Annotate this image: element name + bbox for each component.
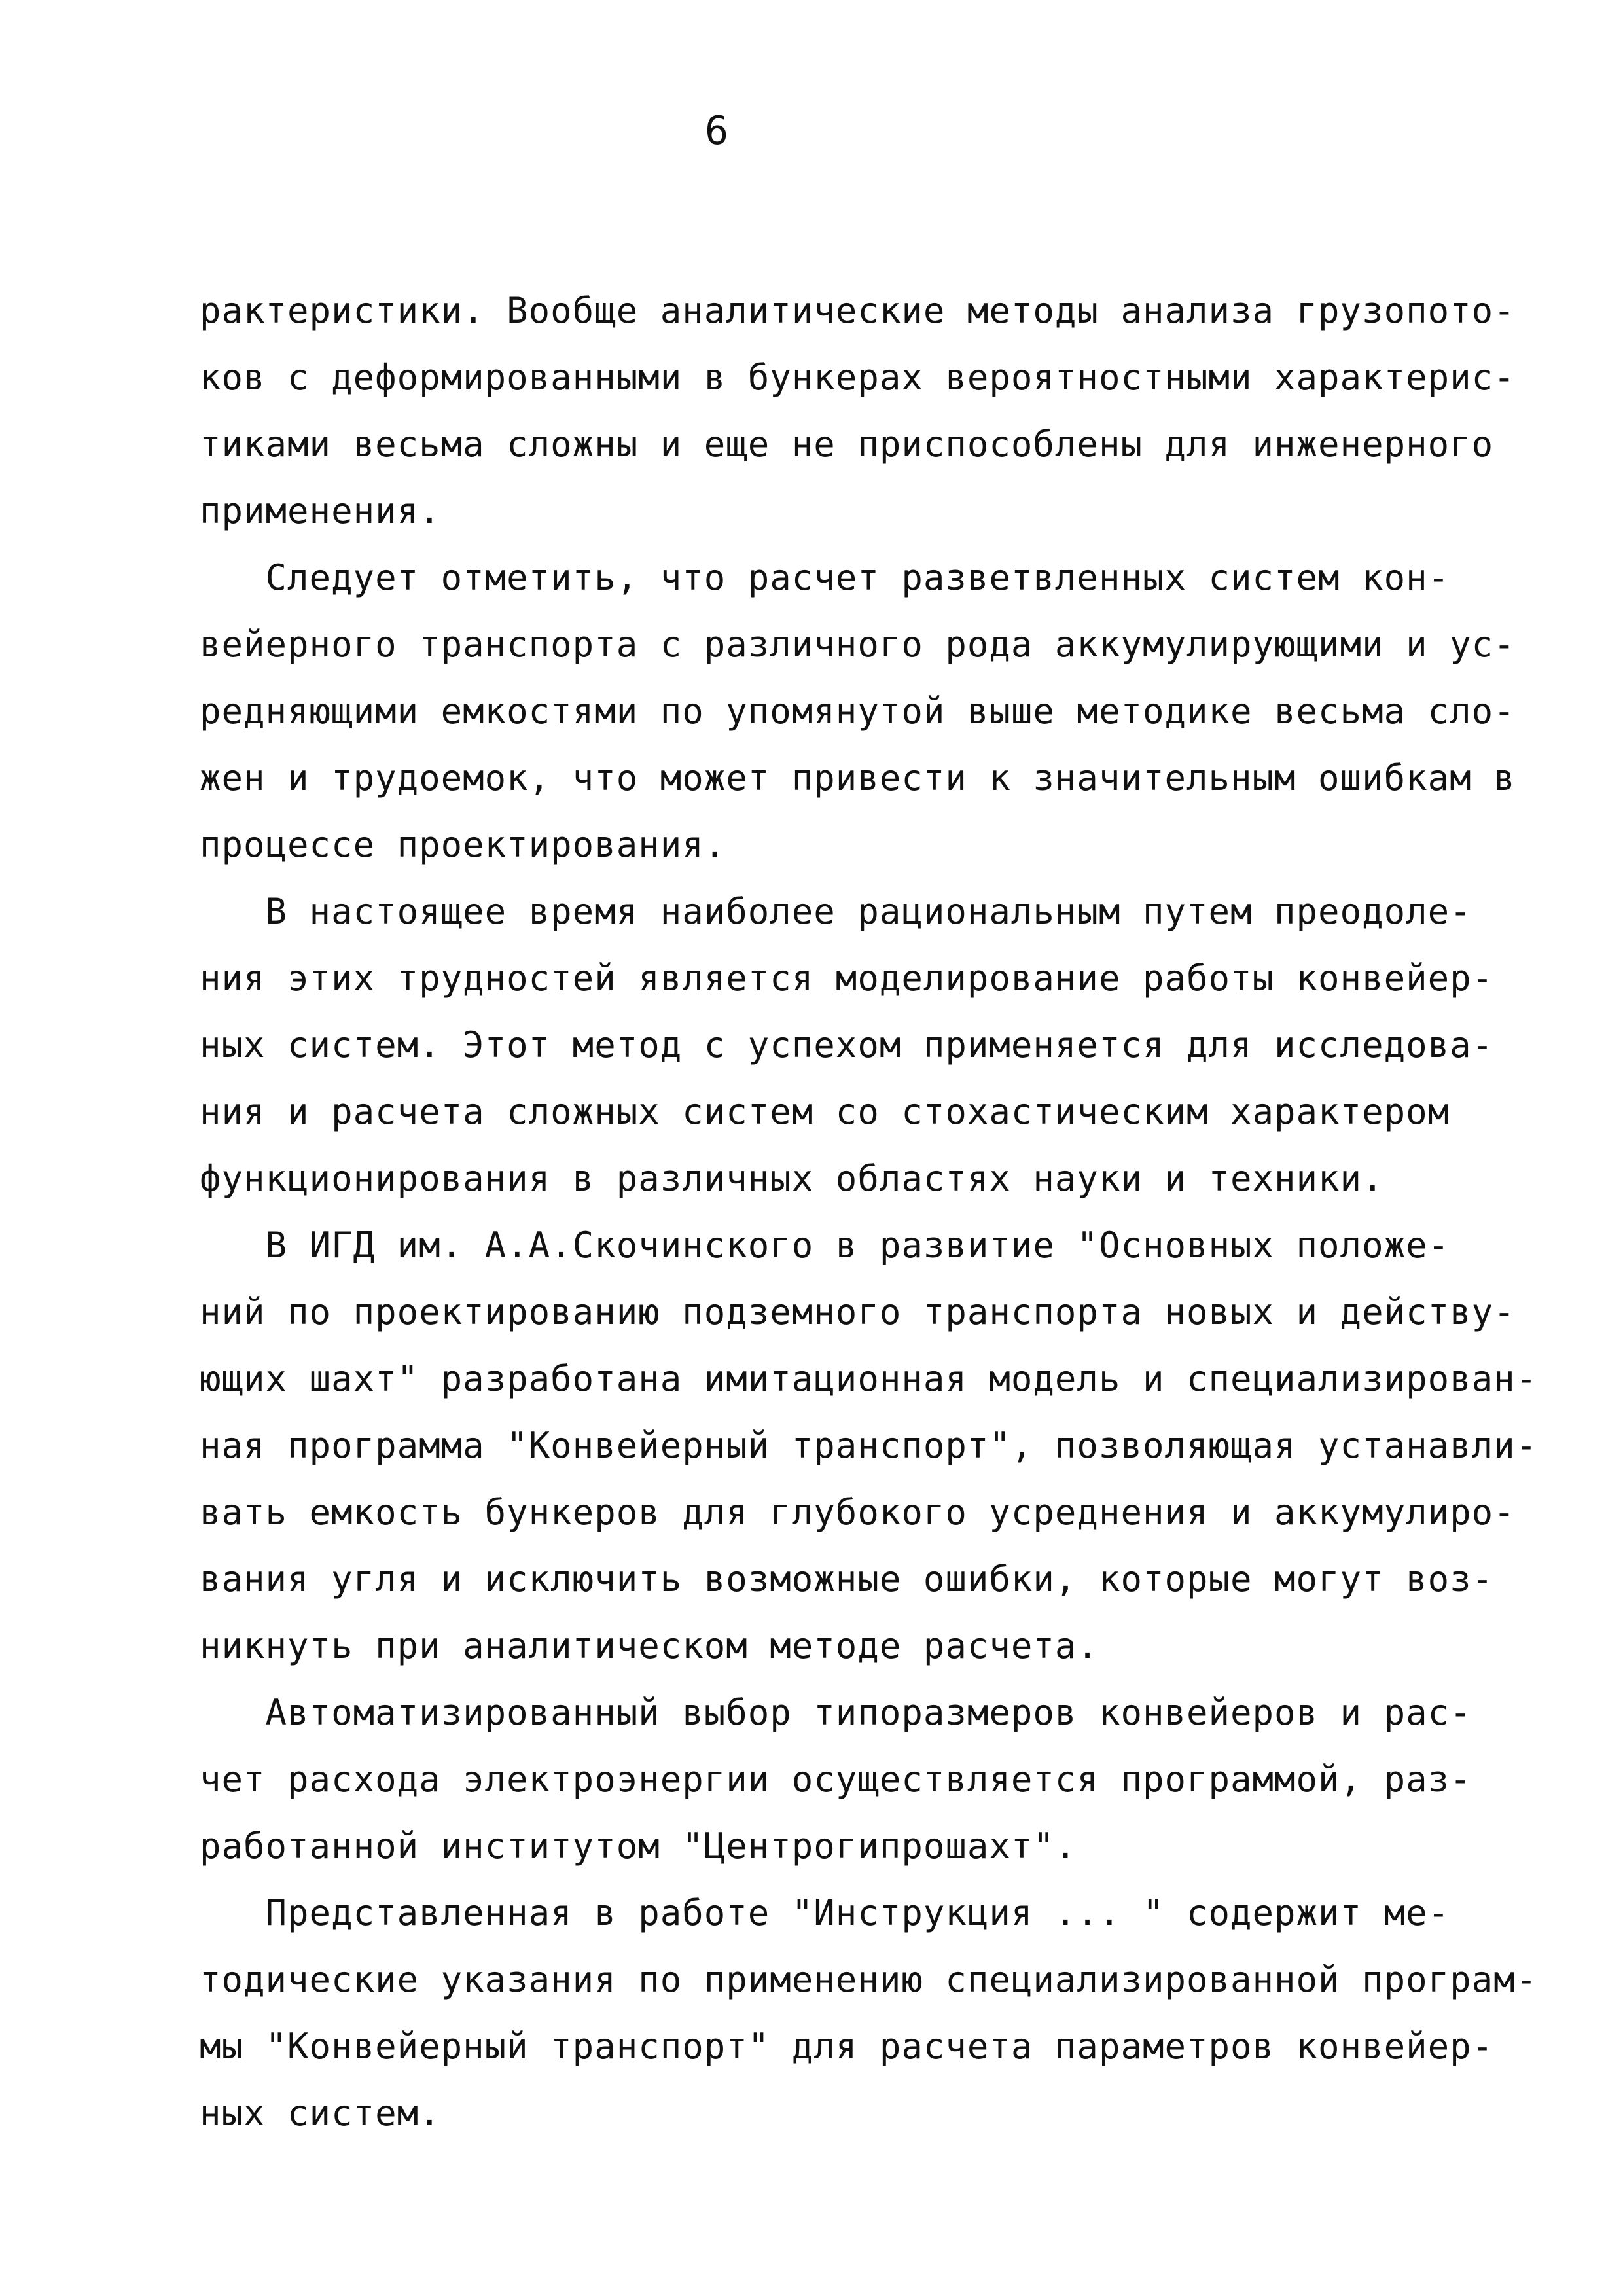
text-line: никнуть при аналитическом методе расчета. [200,1625,1099,1666]
page-number: 6 [704,108,729,154]
text-line: ний по проектированию подземного транспорта новых и действу- [200,1291,1516,1333]
text-line: жен и трудоемок, что может привести к значительным ошибкам в [200,757,1516,798]
text-line: Представленная в работе "Инструкция ... " содержит ме- [200,1892,1450,1933]
text-line: ная программа "Конвейерный транспорт", позволяющая устанавли- [200,1425,1538,1466]
text-line: редняющими емкостями по упомянутой выше методике весьма сло- [200,691,1516,732]
text-line: ных систем. [200,2092,441,2134]
text-line: чет расхода электроэнергии осуществляется программой, раз- [200,1759,1472,1800]
text-line: мы "Конвейерный транспорт" для расчета параметров конвейер- [200,2026,1494,2067]
text-line: В настоящее время наиболее рациональным путем преодоле- [200,891,1472,932]
text-line: ния и расчета сложных систем со стохастическим характером [200,1091,1450,1132]
text-line: вать емкость бункеров для глубокого усреднения и аккумулиро- [200,1492,1516,1533]
text-line: ющих шахт" разработана имитационная модель и специализирован- [200,1358,1538,1399]
text-line: применения. [200,490,441,531]
text-line: ков с деформированными в бункерах вероятностными характерис- [200,357,1516,398]
text-line: функционирования в различных областях науки и техники. [200,1158,1384,1199]
text-line: рактеристики. Вообще аналитические методы анализа грузопото- [200,290,1516,331]
text-line: ния этих трудностей является моделирование работы конвейер- [200,958,1494,999]
text-line: В ИГД им. А.А.Скочинского в развитие "Основных положе- [200,1225,1450,1266]
text-line: процессе проектирования. [200,824,726,865]
text-line: Автоматизированный выбор типоразмеров конвейеров и рас- [200,1692,1472,1733]
text-line: тиками весьма сложны и еще не приспособлены для инженерного [200,423,1494,465]
text-line: работанной институтом "Центрогипрошахт". [200,1825,1077,1867]
text-line: Следует отметить, что расчет разветвленных систем кон- [200,557,1450,598]
text-line: вейерного транспорта с различного рода аккумулирующими и ус- [200,624,1516,665]
text-line: вания угля и исключить возможные ошибки, которые могут воз- [200,1558,1494,1600]
text-line: тодические указания по применению специализированной програм- [200,1959,1538,2000]
text-line: ных систем. Этот метод с успехом применяется для исследова- [200,1024,1494,1066]
